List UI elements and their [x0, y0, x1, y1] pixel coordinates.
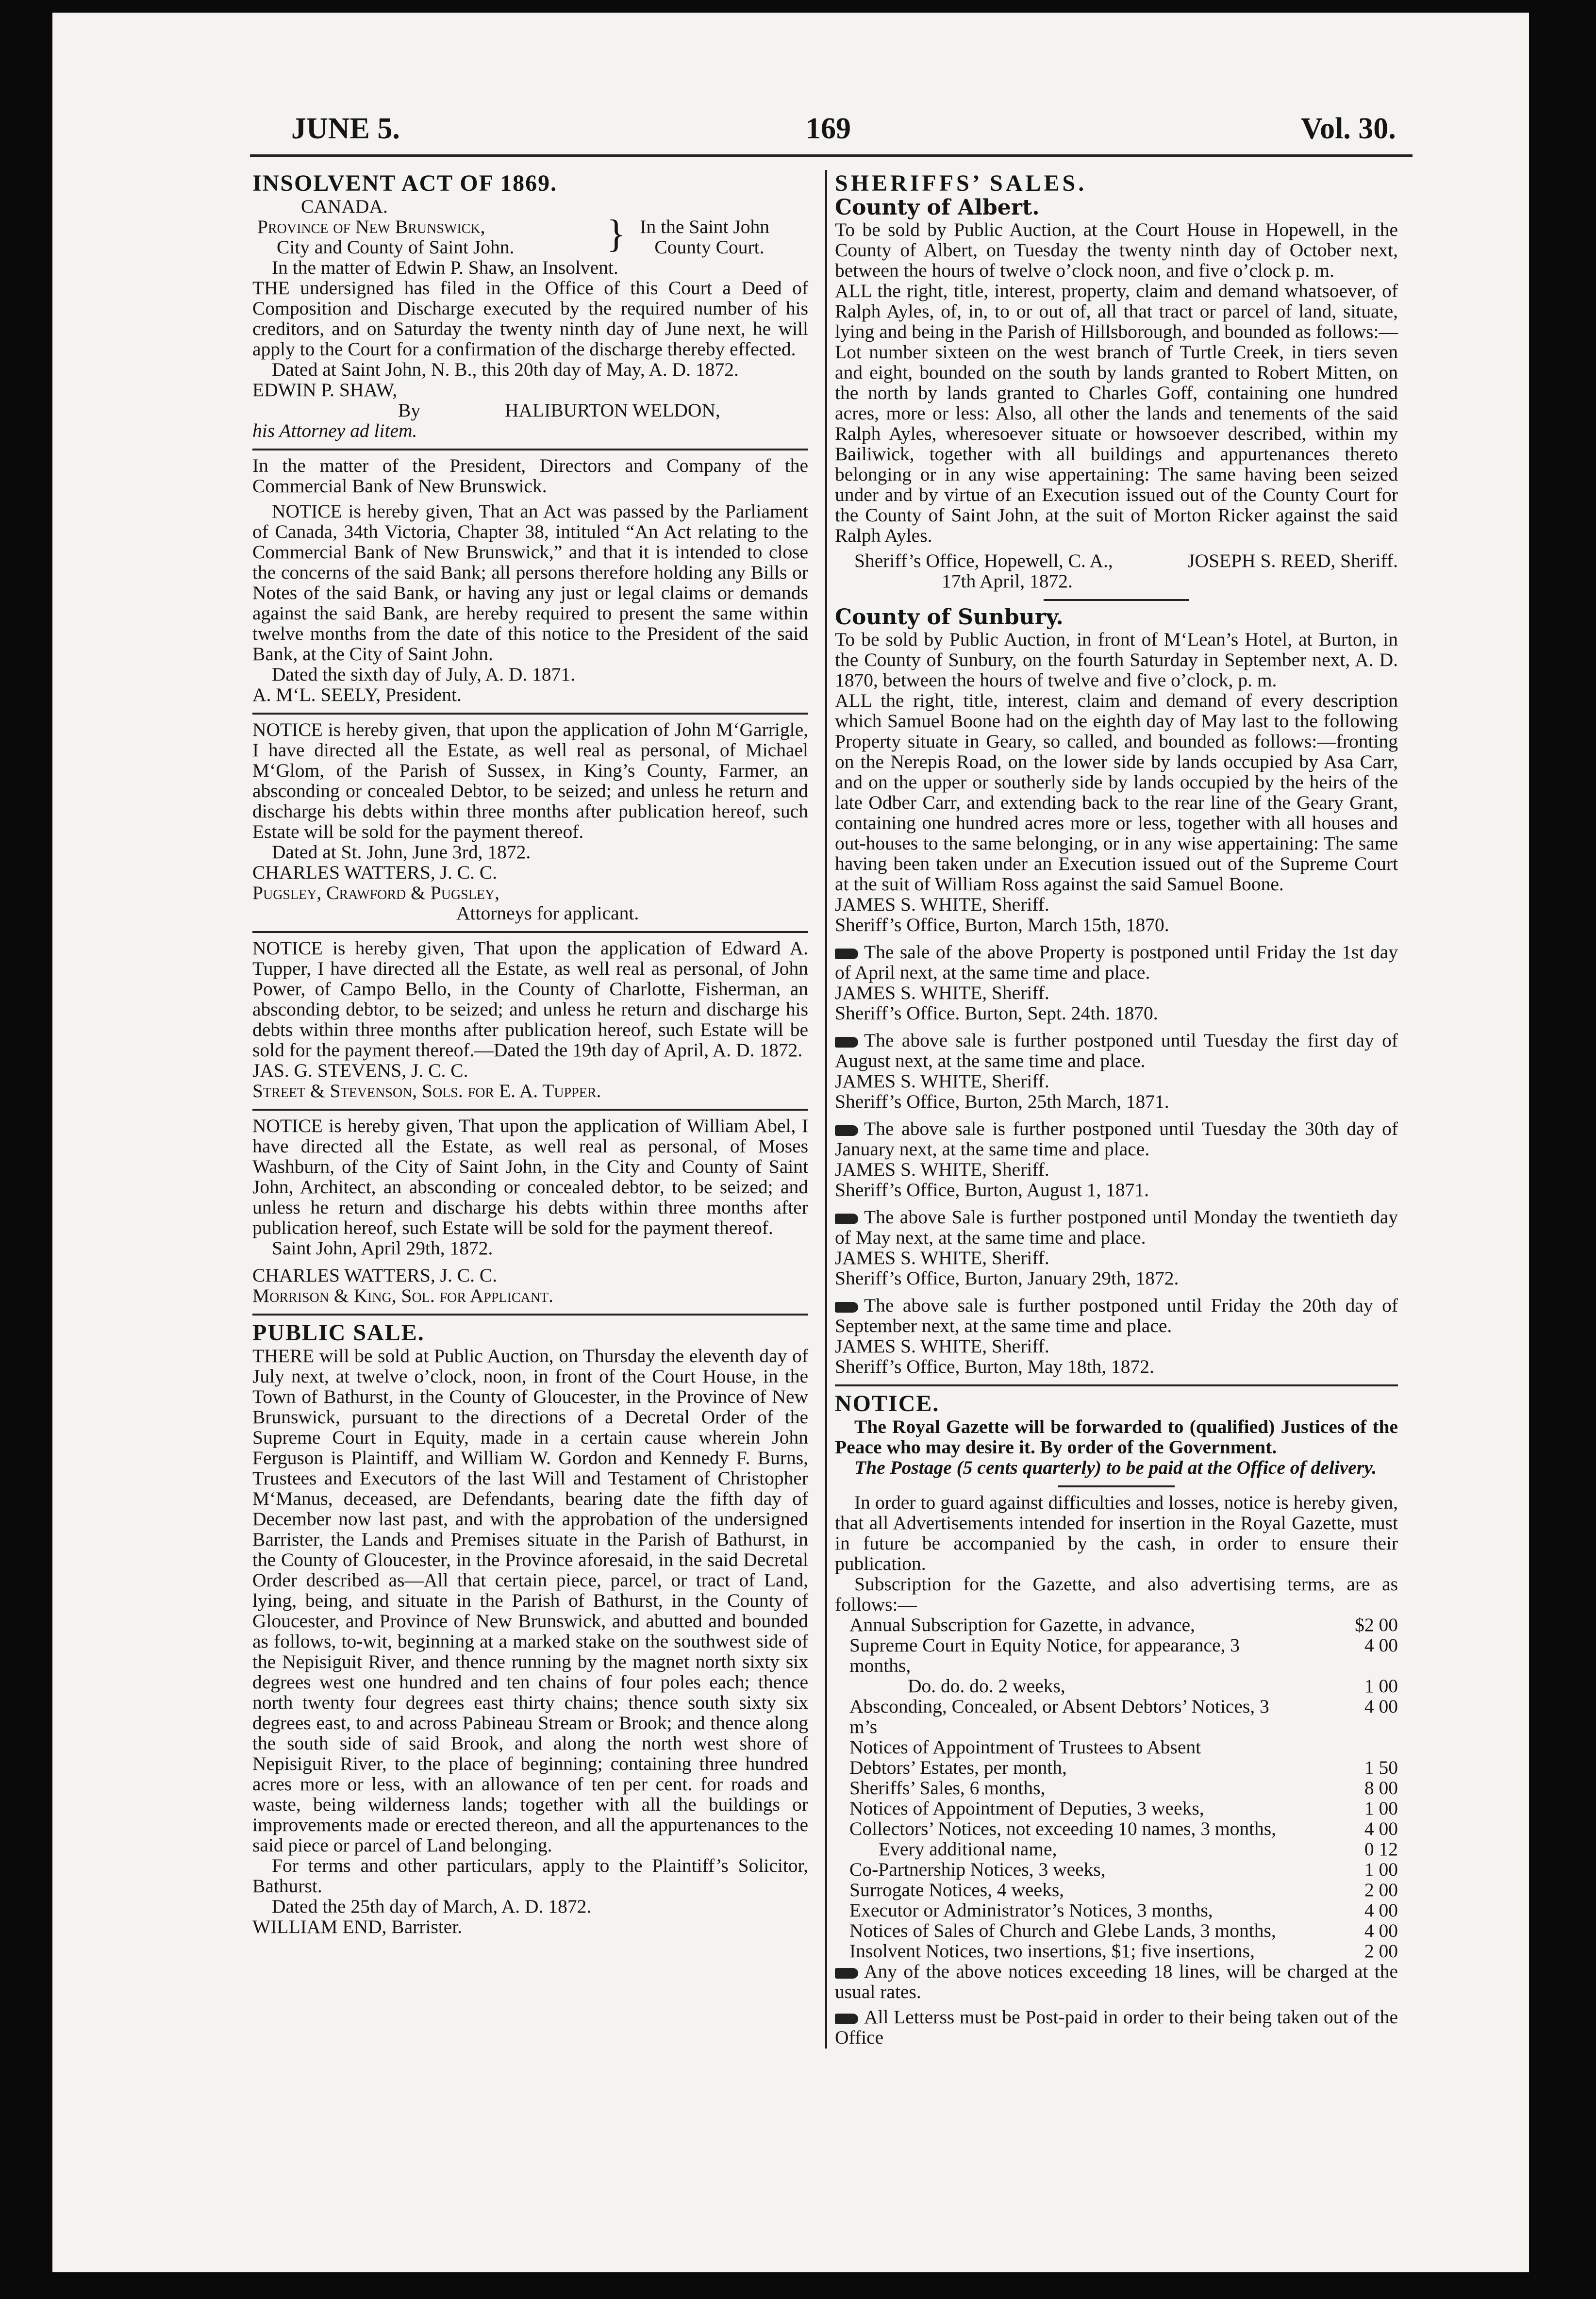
rate-label: Every additional name, — [879, 1838, 1057, 1860]
abel-signature-2: Morrison & King, Sol. for Applicant. — [252, 1285, 553, 1306]
mcgarrigle-signature-1: CHARLES WATTERS, J. C. C. — [252, 862, 498, 883]
pointing-hand-icon — [835, 1214, 858, 1224]
postponement-signature: JAMES S. WHITE, Sheriff. — [835, 1247, 1049, 1268]
separator — [252, 449, 808, 450]
rate-amount: 1 00 — [1364, 1675, 1398, 1697]
volume-number: Vol. 30. — [1301, 112, 1396, 145]
rate-row — [849, 1920, 1398, 1941]
header-rule — [250, 154, 1413, 157]
notice-paragraph-1: The Royal Gazette will be forwarded to (qualified) Justices of the Peace who may desire it. By order of the Government. — [835, 1416, 1398, 1458]
albert-body: ALL the right, title, interest, property, claim and demand whatsoever, of Ralph Ayles, of, in, to or out of, all that tract or parcel of land, situate, lying and being in the Parish of Hillsborough, and bounded as follows:—Lot number sixteen on the west branch of Turtle Creek, in tiers seven and eight, bounded on the south by lands granted to Robert Mitten, on the north by lands granted to Charles Goff, containing one hundred acres, more or less: Also, all other the lands and tenements of the said Ralph Ayles, wheresoever situate or howsoever described, within my Bailiwick, together with all buildings and appurtenances thereto belonging or in any wise appertaining: The same having been seized under and by virtue of an Execution issued out of the County Court for the County of Saint John, at the suit of Morton Ricker against the said Ralph Ayles. — [835, 280, 1398, 546]
public-sale-signature: WILLIAM END, Barrister. — [252, 1916, 463, 1937]
rate-row — [849, 1676, 1398, 1696]
rate-row — [849, 1696, 1398, 1737]
rate-amount: $2 00 — [1355, 1614, 1398, 1635]
canada-label: CANADA. — [301, 196, 388, 217]
postponement — [835, 1118, 1398, 1200]
rate-row — [849, 1880, 1398, 1900]
albert-date: 17th April, 1872. — [942, 570, 1073, 592]
abel-notice — [252, 1116, 808, 1306]
public-sale-dated: Dated the 25th day of March, A. D. 1872. — [272, 1896, 592, 1917]
postponement-text: The above Sale is further postponed until Monday the twentieth day of May next, at the same time and place. — [835, 1206, 1398, 1248]
rate-amount: 1 00 — [1364, 1798, 1398, 1819]
binder-hole — [1564, 534, 1580, 563]
postponement-office: Sheriff’s Office, Burton, May 18th, 1872. — [835, 1356, 1154, 1377]
rate-amount: 4 00 — [1364, 1818, 1398, 1839]
albert-intro: To be sold by Public Auction, at the Court House in Hopewell, in the County of Albert, on Tuesday the twenty ninth day of October next, between the hours of twelve o’clock noon, and five o’clock p. m. — [835, 219, 1398, 281]
postponement-office: Sheriff’s Office, Burton, January 29th, 1872. — [835, 1267, 1179, 1289]
rate-label: Absconding, Concealed, or Absent Debtors’ Notices, 3 m’s — [849, 1696, 1269, 1737]
postponement — [835, 1030, 1398, 1112]
rate-row — [849, 1615, 1398, 1635]
rate-amount: 0 12 — [1364, 1838, 1398, 1860]
postponement-text: The above sale is further postponed until Tuesday the 30th day of January next, at the same time and place. — [835, 1118, 1398, 1160]
right-column — [835, 171, 1398, 2048]
rate-row — [849, 1859, 1398, 1880]
insolvent-notice — [252, 171, 808, 441]
short-separator — [1058, 1485, 1175, 1487]
short-separator — [1044, 599, 1189, 601]
public-sale-terms: For terms and other particulars, apply to the Plaintiff’s Solicitor, Bathurst. — [252, 1855, 808, 1897]
court-label-1: In the Saint John — [640, 216, 770, 237]
pointing-hand-icon — [835, 1037, 858, 1048]
rate-amount: 1 00 — [1364, 1859, 1398, 1880]
sunbury-heading: County of Sunbury. — [835, 605, 1064, 630]
left-column — [252, 171, 808, 1937]
public-sale-notice — [252, 1320, 808, 1937]
separator — [835, 1384, 1398, 1386]
public-sale-body: THERE will be sold at Public Auction, on Thursday the eleventh day of July next, at twelve o’clock, noon, in front of the Court House, in the Town of Bathurst, in the County of Gloucester, in the Province of New Brunswick, pursuant to the directions of a Decretal Order of the Supreme Court in Equity, made in a certain cause wherein John Ferguson is Plaintiff, and William W. Gordon and Kennedy F. Burns, Trustees and Executors of the last Will and Testament of Christopher M‘Manus, deceased, are Defendants, bearing date the fifth day of December now last past, and with the approbation of the undersigned Barrister, the Lands and Premises situate in the Parish of Bathurst, in the County of Gloucester, in the Province aforesaid, in the said Decretal Order described as—All that certain piece, parcel, or tract of Land, lying, being, and situate in the Parish of Bathurst, in the County of Gloucester, and Province of New Brunswick, and abutted and bounded as follows, to-wit, beginning at a marked stake on the southwest side of the Nepisiguit River, and thence running by the magnet north sixty six degrees west one hundred and ten chains of four poles each; thence north twenty four degrees east thirty chains; thence south sixty six degrees east, to and across Pabineau Stream or Brook; and thence along the south side of said Brook, and along the north west shore of Nepisiguit River, to the place of beginning; containing three hundred acres more or less, with an allowance of ten per cent. for roads and waste, being wilderness lands; together with all the buildings or improvements made or erected thereon, and all the appurtenances to the said piece or parcel of Land belonging. — [252, 1345, 808, 1856]
postponement-office: Sheriff’s Office. Burton, Sept. 24th. 1870. — [835, 1002, 1158, 1024]
rate-amount: 8 00 — [1364, 1777, 1398, 1799]
by-label: By — [398, 400, 421, 421]
postponement-text: The sale of the above Property is postponed until Friday the 1st day of April next, at the same time and place. — [835, 941, 1398, 983]
rate-label: Supreme Court in Equity Notice, for appearance, 3 months, — [849, 1634, 1240, 1676]
postponement-signature: JAMES S. WHITE, Sheriff. — [835, 1159, 1049, 1180]
insolvent-body: THE undersigned has filed in the Office of this Court a Deed of Composition and Discharge executed by the required number of his creditors, and on Saturday the twenty ninth day of June next, he will apply to the Court for a confirmation of the discharge thereby effected. — [252, 277, 808, 360]
public-sale-title: PUBLIC SALE. — [252, 1320, 425, 1346]
insolvent-signature-3: his Attorney ad litem. — [252, 420, 417, 441]
notice-note-1: Any of the above notices exceeding 18 lines, will be charged at the usual rates. — [835, 1961, 1398, 2002]
rate-amount: 1 50 — [1364, 1757, 1398, 1778]
rate-label: Co-Partnership Notices, 3 weeks, — [849, 1859, 1106, 1880]
page-number: 169 — [806, 112, 851, 145]
rate-row — [849, 1818, 1398, 1839]
rate-row — [849, 1635, 1398, 1676]
rate-row — [849, 1941, 1398, 1961]
rate-row — [849, 1839, 1398, 1859]
tupper-body: NOTICE is hereby given, That upon the application of Edward A. Tupper, I have directed all the Estate, as well real as personal, of John Power, of Campo Bello, in the County of Charlotte, Fisherman, an absconding debtor, to be seized; and unless he return and discharge his debts within three months after publication hereof, such Estate will be sold for the payment thereof.—Dated the 19th day of April, A. D. 1872. — [252, 937, 808, 1061]
insolvent-matter: In the matter of Edwin P. Shaw, an Insolvent. — [272, 257, 618, 278]
rate-label: Executor or Administrator’s Notices, 3 months, — [849, 1899, 1213, 1921]
separator — [252, 931, 808, 933]
gazette-notice — [835, 1391, 1398, 2048]
bank-matter: In the matter of the President, Directors and Company of the Commercial Bank of New Brunswick. — [252, 455, 808, 497]
pointing-hand-icon — [835, 1302, 858, 1313]
rate-label: Do. do. do. 2 weeks, — [908, 1675, 1065, 1697]
mcgarrigle-dated: Dated at St. John, June 3rd, 1872. — [272, 841, 531, 863]
rate-amount: 2 00 — [1364, 1879, 1398, 1900]
postponement-signature: JAMES S. WHITE, Sheriff. — [835, 1070, 1049, 1092]
notice-paragraph-3: In order to guard against difficulties and losses, notice is hereby given, that all Advertisements intended for insertion in the Royal Gazette, must in future be accompanied by the cash, in order to ensure their publication. — [835, 1492, 1398, 1574]
rate-label: Annual Subscription for Gazette, in advance, — [849, 1614, 1195, 1635]
notice-paragraph-4: Subscription for the Gazette, and also advertising terms, are as follows:— — [835, 1573, 1398, 1615]
pointing-hand-icon — [835, 949, 858, 959]
postponement-text: The above sale is further postponed until Tuesday the first day of August next, at the same time and place. — [835, 1030, 1398, 1071]
insolvent-signature-1: EDWIN P. SHAW, — [252, 379, 398, 400]
rate-label: Insolvent Notices, two insertions, $1; five insertions, — [849, 1940, 1255, 1962]
rate-label: Collectors’ Notices, not exceeding 10 names, 3 months, — [849, 1818, 1277, 1839]
bank-signature: A. M‘L. SEELY, President. — [252, 684, 462, 705]
sunbury-signature: JAMES S. WHITE, Sheriff. — [835, 894, 1049, 915]
issue-date: JUNE 5. — [291, 112, 400, 145]
postponement — [835, 1207, 1398, 1288]
rate-label: Notices of Appointment of Deputies, 3 weeks, — [849, 1798, 1204, 1819]
notice-paragraph-2: The Postage (5 cents quarterly) to be paid at the Office of delivery. — [854, 1457, 1377, 1478]
rate-amount: 2 00 — [1364, 1940, 1398, 1962]
rate-row — [849, 1737, 1398, 1778]
province-label: Province of New Brunswick, — [257, 216, 485, 237]
notice-title: NOTICE. — [835, 1391, 940, 1416]
tupper-signature-2: Street & Stevenson, Sols. for E. A. Tupper. — [252, 1080, 601, 1101]
rate-label: Notices of Sales of Church and Glebe Lands, 3 months, — [849, 1920, 1276, 1941]
rate-label: Sheriffs’ Sales, 6 months, — [849, 1777, 1046, 1799]
abel-dated: Saint John, April 29th, 1872. — [272, 1237, 493, 1259]
mcgarrigle-notice — [252, 719, 808, 923]
column-divider — [825, 170, 827, 2049]
albert-office: Sheriff’s Office, Hopewell, C. A., — [854, 550, 1113, 571]
postponement-office: Sheriff’s Office, Burton, August 1, 1871. — [835, 1179, 1149, 1200]
postponement-signature: JAMES S. WHITE, Sheriff. — [835, 1335, 1049, 1357]
rate-row — [849, 1778, 1398, 1798]
mcgarrigle-body: NOTICE is hereby given, that upon the application of John M‘Garrigle, I have directed all the Estate, as well real as personal, of Michael M‘Glom, of the Parish of Sussex, in King’s County, Farmer, an absconding or concealed Debtor, to be seized; and unless he return and discharge his debts within three months after publication hereof, such Estate will be sold for the payment thereof. — [252, 719, 808, 842]
rate-amount: 4 00 — [1364, 1634, 1398, 1656]
pointing-hand-icon — [835, 2014, 858, 2024]
mcgarrigle-signature-2: Pugsley, Crawford & Pugsley, — [252, 882, 500, 903]
postponement — [835, 1295, 1398, 1377]
sunbury-body: ALL the right, title, interest, claim and demand of every description which Samuel Boone had on the eighth day of May last to the following Property situate in Geary, so called, and bounded as follows:—fronting on the Nerepis Road, on the lower side by lands occupied by Asa Carr, and on the upper or southerly side by lands occupied by the heirs of the late Odber Carr, and extending back to the rear line of the Geary Grant, containing one hundred acres more or less, together with all houses and out-houses to the same belonging, or in any wise appertaining: The same having been taken under an Execution issued out of the Supreme Court at the suit of William Ross against the said Samuel Boone. — [835, 690, 1398, 895]
pointing-hand-icon — [835, 1968, 858, 1979]
tupper-signature-1: JAS. G. STEVENS, J. C. C. — [252, 1060, 468, 1081]
sunbury-intro: To be sold by Public Auction, in front of M‘Lean’s Hotel, at Burton, in the County of Sunbury, on the fourth Saturday in September next, A. D. 1870, between the hours of twelve and five o’clock, p. m. — [835, 629, 1398, 691]
abel-signature-1: CHARLES WATTERS, J. C. C. — [252, 1265, 498, 1286]
court-heading — [252, 213, 808, 258]
postponement-signature: JAMES S. WHITE, Sheriff. — [835, 982, 1049, 1003]
postponement — [835, 942, 1398, 1023]
notice-note-2: All Letterss must be Post-paid in order to their being taken out of the Office — [835, 2006, 1398, 2048]
pointing-hand-icon — [835, 1125, 858, 1136]
bank-notice — [252, 455, 808, 705]
separator — [252, 1314, 808, 1316]
tupper-notice — [252, 938, 808, 1101]
sheriffs-sales — [835, 171, 1398, 1377]
rate-amount: 4 00 — [1364, 1920, 1398, 1941]
sheriffs-title: SHERIFFS’ SALES. — [835, 170, 1087, 196]
rate-row — [849, 1900, 1398, 1920]
rate-label: Notices of Appointment of Trustees to Absent Debtors’ Estates, per month, — [849, 1736, 1201, 1778]
rate-amount: 4 00 — [1364, 1696, 1398, 1717]
bank-dated: Dated the sixth day of July, A. D. 1871. — [272, 664, 575, 685]
city-label: City and County of Saint John. — [277, 236, 515, 258]
abel-body: NOTICE is hereby given, That upon the application of William Abel, I have directed all the Estate, as well real as personal, of Moses Washburn, of the City of Saint John, in the City and County of Saint John, Architect, an absconding or concealed debtor, to be seized; and unless he return and discharge his debts within three months after publication hereof, such Estate will be sold for the payment thereof. — [252, 1115, 808, 1238]
insolvent-dated: Dated at Saint John, N. B., this 20th day of May, A. D. 1872. — [272, 359, 739, 380]
rates-table — [835, 1615, 1398, 1961]
rate-amount: 4 00 — [1364, 1899, 1398, 1921]
rate-label: Surrogate Notices, 4 weeks, — [849, 1879, 1064, 1900]
separator — [252, 1109, 808, 1111]
insolvent-signature-2: HALIBURTON WELDON, — [505, 400, 720, 421]
brace: } — [607, 213, 626, 255]
insolvent-title: INSOLVENT ACT OF 1869. — [252, 170, 558, 196]
postponement-office: Sheriff’s Office, Burton, 25th March, 1871. — [835, 1091, 1169, 1112]
albert-heading: County of Albert. — [835, 195, 1040, 220]
albert-signature: JOSEPH S. REED, Sheriff. — [1187, 550, 1398, 571]
sunbury-office: Sheriff’s Office, Burton, March 15th, 1870. — [835, 914, 1169, 935]
postponement-text: The above sale is further postponed until Friday the 20th day of September next, at the same time and place. — [835, 1295, 1398, 1336]
separator — [252, 713, 808, 715]
court-label-2: County Court. — [654, 236, 765, 258]
mcgarrigle-signature-3: Attorneys for applicant. — [456, 902, 639, 924]
rate-row — [849, 1798, 1398, 1818]
bank-body: NOTICE is hereby given, That an Act was passed by the Parliament of Canada, 34th Victoria, Chapter 38, intituled “An Act relating to the Commercial Bank of New Brunswick,” and that it is intended to close the concerns of the said Bank; all persons therefore holding any Bills or Notes of the said Bank, or having any just or legal claims or demands against the said Bank, are hereby required to present the same within twelve months from the date of this notice to the President of the said Bank, at the City of Saint John. — [252, 500, 808, 665]
